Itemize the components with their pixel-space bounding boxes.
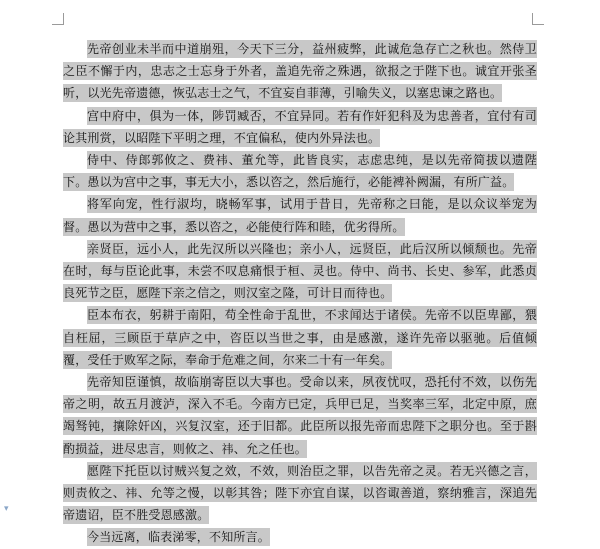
paragraph[interactable] — [63, 371, 537, 460]
paragraph[interactable] — [63, 38, 537, 105]
paragraph[interactable] — [63, 460, 537, 527]
paragraph[interactable] — [63, 149, 537, 193]
paragraph[interactable] — [63, 193, 537, 237]
scroll-arrow-icon[interactable]: ▾ — [4, 504, 9, 514]
paragraph[interactable] — [63, 304, 537, 371]
selected-text[interactable]: 将军向宠，性行淑均，晓畅军事，试用于昔日，先帝称之曰能，是以众议举宠为督。愚以为营中之事，悉以咨之，必能使行阵和睦，优劣得所。 — [63, 197, 537, 234]
document-body[interactable] — [63, 38, 537, 549]
paragraph[interactable] — [63, 105, 537, 149]
selected-text[interactable]: 宫中府中，俱为一体，陟罚臧否，不宜异同。若有作奸犯科及为忠善者，宜付有司论其刑赏，以昭陛下平明之理，不宜偏私，使内外异法也。 — [63, 108, 537, 145]
selected-text[interactable]: 先帝创业未半而中道崩殂，今天下三分，益州疲弊，此诚危急存亡之秋也。然侍卫之臣不懈于内，忠志之士忘身于外者，盖追先帝之殊遇，欲报之于陛下也。诚宜开张圣听，以光先帝遗德，恢弘志士之气，不宜妄自菲薄，引喻失义，以塞忠谏之路也。 — [63, 42, 537, 101]
selected-text[interactable]: 亲贤臣，远小人，此先汉所以兴隆也；亲小人，远贤臣，此后汉所以倾颓也。先帝在时，每与臣论此事，未尝不叹息痛恨于桓、灵也。侍中、尚书、长史、参军，此悉贞良死节之臣，愿陛下亲之信之，则汉室之隆，可计日而待也。 — [63, 241, 537, 301]
paragraph[interactable] — [63, 238, 537, 305]
paragraph[interactable] — [63, 526, 537, 548]
selected-text[interactable]: 臣本布衣，躬耕于南阳，苟全性命于乱世，不求闻达于诸侯。先帝不以臣卑鄙，猥自枉屈，三顾臣于草庐之中，咨臣以当世之事，由是感激，遂许先帝以驱驰。后值倾覆，受任于败军之际，奉命于危难之间，尔来二十有一年矣。 — [63, 308, 537, 367]
selected-text[interactable]: 先帝知臣谨慎，故临崩寄臣以大事也。受命以来，夙夜忧叹，恐托付不效，以伤先帝之明，故五月渡泸，深入不毛。今南方已定，兵甲已足，当奖率三军，北定中原，庶竭驽钝，攘除奸凶，兴复汉室，还于旧都。此臣所以报先帝而忠陛下之职分也。至于斟酌损益，进尽忠言，则攸之、祎、允之任也。 — [63, 375, 537, 456]
selected-text[interactable]: 侍中、侍郎郭攸之、费祎、董允等，此皆良实，志虑忠纯，是以先帝简拔以遗陛下。愚以为宫中之事，事无大小，悉以咨之，然后施行，必能裨补阙漏，有所广益。 — [63, 153, 537, 190]
text-boundary-corner-top-right — [532, 13, 544, 25]
selected-text[interactable]: 愿陛下托臣以讨贼兴复之效，不效，则治臣之罪，以告先帝之灵。若无兴德之言，则责攸之、祎、允等之慢，以彰其咎；陛下亦宜自谋，以咨诹善道，察纳雅言，深追先帝遗诏，臣不胜受恩感激。 — [63, 463, 537, 523]
selected-text[interactable]: 今当远离，临表涕零，不知所言。 — [87, 530, 271, 545]
text-boundary-corner-top-left — [52, 13, 64, 25]
